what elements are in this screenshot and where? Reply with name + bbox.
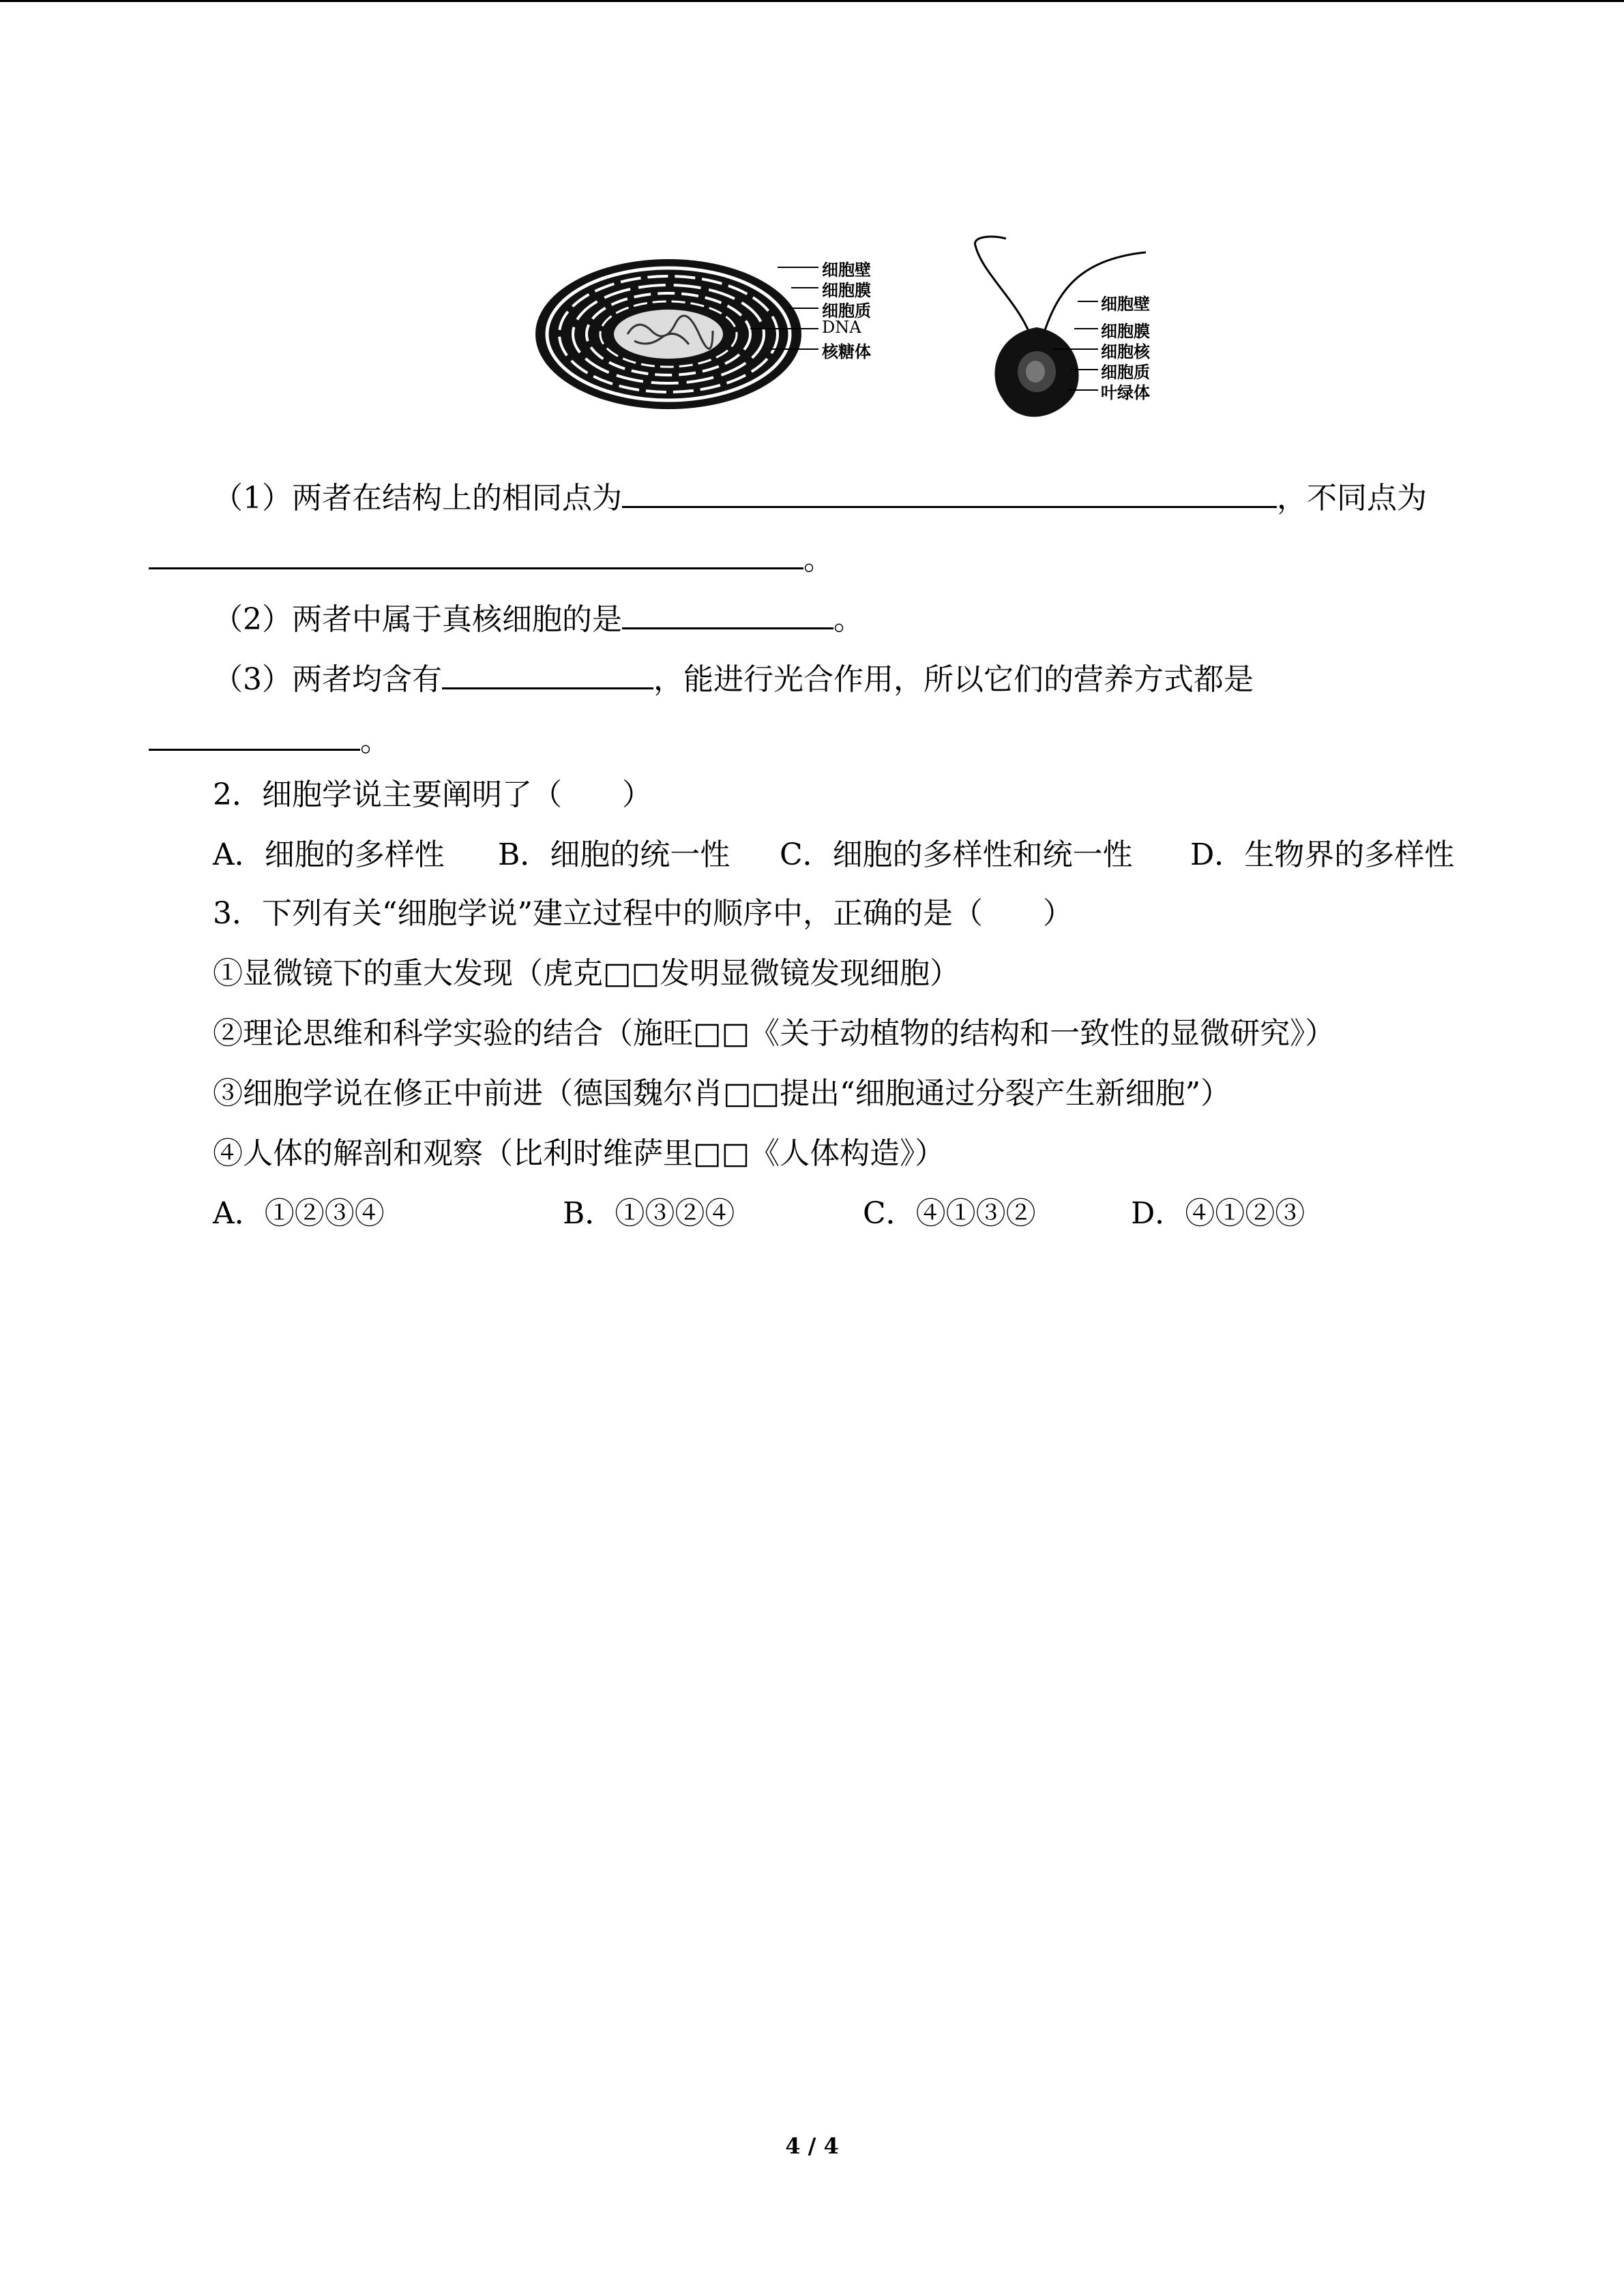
alga-diagram — [969, 232, 1214, 423]
q1-part2-text: （2）两者中属于真核细胞的是 — [213, 602, 622, 637]
q1-part3-blank-nutrition[interactable] — [149, 719, 360, 751]
page-number: 4 / 4 — [785, 2133, 839, 2159]
q2-option-a[interactable]: A．细胞的多样性 — [213, 837, 445, 872]
q2-option-c[interactable]: C．细胞的多样性和统一性 — [780, 837, 1133, 872]
q1-part2-blank[interactable] — [622, 597, 833, 629]
q3-option-a[interactable]: A．①②③④ — [213, 1196, 385, 1231]
q1-part1-blank-same[interactable] — [622, 476, 1277, 508]
alga-label-cytoplasm: 细胞质 — [1101, 362, 1150, 382]
page-top-border — [0, 0, 1624, 2]
q1-part3-blank-pigment[interactable] — [442, 657, 653, 689]
q1-part3-end: 。 — [360, 724, 390, 758]
q1-part1-line1 — [213, 476, 1427, 518]
q3-item-3: ③细胞学说在修正中前进（德国魏尔肖□□提出“细胞通过分裂产生新细胞”） — [213, 1076, 1231, 1111]
bacterium-label-cytoplasm: 细胞质 — [822, 301, 871, 320]
bacterium-figure — [532, 245, 914, 423]
q1-part1-line2 — [149, 537, 833, 579]
bacterium-label-cell-membrane: 细胞膜 — [822, 280, 871, 300]
q1-part3-line2 — [149, 719, 390, 760]
q2-option-b[interactable]: B．细胞的统一性 — [498, 837, 730, 872]
q1-part2-end: 。 — [833, 602, 863, 637]
q1-part1-end: 。 — [803, 542, 833, 577]
alga-label-chloroplast: 叶绿体 — [1101, 383, 1150, 402]
alga-label-cell-membrane: 细胞膜 — [1101, 321, 1150, 341]
q2-stem: 2．细胞学说主要阐明了（ ） — [213, 777, 652, 812]
q3-option-d[interactable]: D．④①②③ — [1131, 1196, 1305, 1231]
q2-option-d[interactable]: D．生物界的多样性 — [1190, 837, 1455, 872]
q1-part1-text-diff: ，不同点为 — [1277, 481, 1427, 516]
bacterium-label-ribosome: 核糖体 — [822, 342, 871, 361]
q1-part3-text: （3）两者均含有 — [213, 662, 442, 697]
q1-part2 — [213, 597, 863, 639]
alga-figure — [969, 232, 1214, 423]
q3-option-c[interactable]: C．④①③② — [863, 1196, 1036, 1231]
bacterium-label-dna: DNA — [822, 318, 861, 337]
alga-label-nucleus: 细胞核 — [1101, 342, 1150, 361]
q1-part1-blank-diff[interactable] — [149, 537, 803, 569]
alga-label-cell-wall: 细胞壁 — [1101, 294, 1150, 314]
q3-item-1: ①显微镜下的重大发现（虎克□□发明显微镜发现细胞） — [213, 956, 960, 991]
q3-stem: 3．下列有关“细胞学说”建立过程中的顺序中，正确的是（ ） — [213, 896, 1073, 931]
q3-option-b[interactable]: B．①③②④ — [563, 1196, 735, 1231]
q1-part3-line1 — [213, 657, 1254, 699]
q3-item-4: ④人体的解剖和观察（比利时维萨里□□《人体构造》） — [213, 1136, 945, 1171]
q3-item-2: ②理论思维和科学实验的结合（施旺□□《关于动植物的结构和一致性的显微研究》） — [213, 1016, 1335, 1051]
q1-part1-text: （1）两者在结构上的相同点为 — [213, 481, 622, 516]
q1-part3-text-nutrition: ，能进行光合作用，所以它们的营养方式都是 — [653, 662, 1254, 697]
bacterium-label-cell-wall: 细胞壁 — [822, 260, 871, 280]
